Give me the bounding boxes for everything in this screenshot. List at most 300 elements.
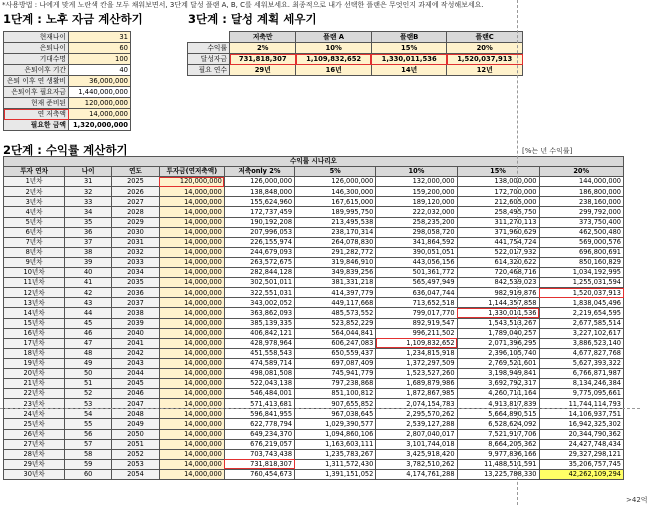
year-cell[interactable]: 20년차 bbox=[4, 368, 65, 378]
value-cell[interactable]: 36 bbox=[65, 227, 112, 237]
value-cell[interactable]: 982,919,876 bbox=[457, 288, 539, 298]
value-cell[interactable]: 39 bbox=[65, 257, 112, 267]
value-cell[interactable]: 14,000,000 bbox=[159, 318, 224, 328]
value-cell[interactable]: 3,425,918,420 bbox=[376, 449, 457, 459]
year-cell[interactable]: 17년차 bbox=[4, 338, 65, 348]
value-cell[interactable]: 428,978,964 bbox=[224, 338, 294, 348]
value-cell[interactable]: 2031 bbox=[112, 237, 160, 247]
year-cell[interactable]: 3년차 bbox=[4, 197, 65, 207]
value-cell[interactable]: 47 bbox=[65, 338, 112, 348]
value-cell[interactable]: 54 bbox=[65, 409, 112, 419]
value-cell[interactable]: 146,300,000 bbox=[295, 187, 376, 197]
value-cell[interactable]: 2039 bbox=[112, 318, 160, 328]
label-cell[interactable]: 현재 준비된 bbox=[4, 98, 69, 109]
value-cell[interactable]: 2038 bbox=[112, 308, 160, 318]
value-cell[interactable]: 37 bbox=[65, 237, 112, 247]
value-cell[interactable]: 58 bbox=[65, 449, 112, 459]
value-cell[interactable]: 850,160,829 bbox=[539, 257, 624, 267]
year-cell[interactable]: 24년차 bbox=[4, 409, 65, 419]
value-cell[interactable]: 14,000,000 bbox=[159, 399, 224, 409]
value-cell[interactable]: 60 bbox=[69, 43, 131, 54]
value-cell[interactable]: 676,219,057 bbox=[224, 439, 294, 449]
year-cell[interactable]: 4년차 bbox=[4, 207, 65, 217]
plan-value-cell[interactable]: 731,818,307 bbox=[230, 54, 296, 65]
year-cell[interactable]: 8년차 bbox=[4, 247, 65, 257]
value-cell[interactable]: 222,032,000 bbox=[376, 207, 457, 217]
value-cell[interactable]: 14,000,000 bbox=[159, 247, 224, 257]
year-cell[interactable]: 25년차 bbox=[4, 419, 65, 429]
value-cell[interactable]: 14,000,000 bbox=[159, 338, 224, 348]
value-cell[interactable]: 649,234,370 bbox=[224, 429, 294, 439]
value-cell[interactable]: 2036 bbox=[112, 288, 160, 298]
value-cell[interactable]: 474,589,714 bbox=[224, 358, 294, 368]
value-cell[interactable]: 2048 bbox=[112, 409, 160, 419]
plan-value-cell[interactable]: 16년 bbox=[296, 65, 372, 76]
value-cell[interactable]: 1,320,000,000 bbox=[69, 120, 131, 131]
value-cell[interactable]: 14,000,000 bbox=[159, 187, 224, 197]
value-cell[interactable]: 138,000,000 bbox=[457, 177, 539, 187]
value-cell[interactable]: 4,677,827,768 bbox=[539, 348, 624, 358]
value-cell[interactable]: 258,495,750 bbox=[457, 207, 539, 217]
plan-value-cell[interactable]: 1,109,832,652 bbox=[296, 54, 372, 65]
value-cell[interactable]: 50 bbox=[65, 368, 112, 378]
value-cell[interactable]: 238,170,314 bbox=[295, 227, 376, 237]
value-cell[interactable]: 5,664,890,515 bbox=[457, 409, 539, 419]
value-cell[interactable]: 120,000,000 bbox=[159, 177, 224, 187]
value-cell[interactable]: 35,206,757,745 bbox=[539, 459, 624, 469]
year-cell[interactable]: 7년차 bbox=[4, 237, 65, 247]
value-cell[interactable]: 1,109,832,652 bbox=[376, 338, 457, 348]
value-cell[interactable]: 14,000,000 bbox=[159, 348, 224, 358]
value-cell[interactable]: 11,488,511,591 bbox=[457, 459, 539, 469]
value-cell[interactable]: 371,960,629 bbox=[457, 227, 539, 237]
value-cell[interactable]: 16,942,325,302 bbox=[539, 419, 624, 429]
value-cell[interactable]: 138,848,000 bbox=[224, 187, 294, 197]
value-cell[interactable]: 2027 bbox=[112, 197, 160, 207]
year-cell[interactable]: 9년차 bbox=[4, 257, 65, 267]
value-cell[interactable]: 14,000,000 bbox=[159, 288, 224, 298]
label-cell[interactable]: 기대수명 bbox=[4, 54, 69, 65]
value-cell[interactable]: 1,372,297,509 bbox=[376, 358, 457, 368]
value-cell[interactable]: 1,789,040,257 bbox=[457, 328, 539, 338]
value-cell[interactable]: 126,000,000 bbox=[224, 177, 294, 187]
value-cell[interactable]: 14,000,000 bbox=[159, 379, 224, 389]
year-cell[interactable]: 18년차 bbox=[4, 348, 65, 358]
value-cell[interactable]: 14,000,000 bbox=[159, 237, 224, 247]
value-cell[interactable]: 760,454,673 bbox=[224, 469, 294, 479]
value-cell[interactable]: 45 bbox=[65, 318, 112, 328]
value-cell[interactable]: 14,000,000 bbox=[159, 449, 224, 459]
value-cell[interactable]: 2026 bbox=[112, 187, 160, 197]
value-cell[interactable]: 406,842,121 bbox=[224, 328, 294, 338]
label-cell[interactable]: 은퇴이후 기간 bbox=[4, 65, 69, 76]
value-cell[interactable]: 697,087,409 bbox=[295, 358, 376, 368]
value-cell[interactable]: 2053 bbox=[112, 459, 160, 469]
value-cell[interactable]: 53 bbox=[65, 399, 112, 409]
value-cell[interactable]: 5,627,393,322 bbox=[539, 358, 624, 368]
year-cell[interactable]: 22년차 bbox=[4, 389, 65, 399]
value-cell[interactable]: 38 bbox=[65, 247, 112, 257]
year-cell[interactable]: 14년차 bbox=[4, 308, 65, 318]
value-cell[interactable]: 1,440,000,000 bbox=[69, 87, 131, 98]
label-cell[interactable]: 필요 연수 bbox=[188, 65, 230, 76]
value-cell[interactable]: 1,520,037,913 bbox=[539, 288, 624, 298]
value-cell[interactable]: 14,000,000 bbox=[159, 257, 224, 267]
value-cell[interactable]: 414,397,779 bbox=[295, 288, 376, 298]
year-cell[interactable]: 1년차 bbox=[4, 177, 65, 187]
plan-value-cell[interactable]: 1,520,037,913 bbox=[447, 54, 523, 65]
value-cell[interactable]: 2,677,585,514 bbox=[539, 318, 624, 328]
value-cell[interactable]: 322,551,031 bbox=[224, 288, 294, 298]
year-cell[interactable]: 29년차 bbox=[4, 459, 65, 469]
value-cell[interactable]: 546,484,001 bbox=[224, 389, 294, 399]
value-cell[interactable]: 373,750,400 bbox=[539, 217, 624, 227]
value-cell[interactable]: 381,331,218 bbox=[295, 278, 376, 288]
value-cell[interactable]: 1,144,357,858 bbox=[457, 298, 539, 308]
value-cell[interactable]: 14,000,000 bbox=[159, 207, 224, 217]
year-cell[interactable]: 19년차 bbox=[4, 358, 65, 368]
value-cell[interactable]: 799,017,770 bbox=[376, 308, 457, 318]
value-cell[interactable]: 14,000,000 bbox=[159, 298, 224, 308]
value-cell[interactable]: 258,235,200 bbox=[376, 217, 457, 227]
value-cell[interactable]: 892,919,547 bbox=[376, 318, 457, 328]
plan-value-cell[interactable]: 10% bbox=[296, 43, 372, 54]
value-cell[interactable]: 745,941,779 bbox=[295, 368, 376, 378]
value-cell[interactable]: 3,227,102,617 bbox=[539, 328, 624, 338]
value-cell[interactable]: 14,000,000 bbox=[69, 109, 131, 120]
value-cell[interactable]: 13,225,788,330 bbox=[457, 469, 539, 479]
value-cell[interactable]: 851,100,812 bbox=[295, 389, 376, 399]
value-cell[interactable]: 3,782,510,262 bbox=[376, 459, 457, 469]
plan-value-cell[interactable]: 20% bbox=[447, 43, 523, 54]
value-cell[interactable]: 571,413,681 bbox=[224, 399, 294, 409]
value-cell[interactable]: 967,038,645 bbox=[295, 409, 376, 419]
value-cell[interactable]: 1,330,011,536 bbox=[457, 308, 539, 318]
year-cell[interactable]: 30년차 bbox=[4, 469, 65, 479]
value-cell[interactable]: 144,000,000 bbox=[539, 177, 624, 187]
value-cell[interactable]: 451,558,543 bbox=[224, 348, 294, 358]
label-cell[interactable]: 연 저축액 bbox=[4, 109, 69, 120]
value-cell[interactable]: 311,270,113 bbox=[457, 217, 539, 227]
value-cell[interactable]: 3,692,792,317 bbox=[457, 379, 539, 389]
value-cell[interactable]: 3,886,523,140 bbox=[539, 338, 624, 348]
value-cell[interactable]: 167,615,000 bbox=[295, 197, 376, 207]
value-cell[interactable]: 564,044,841 bbox=[295, 328, 376, 338]
value-cell[interactable]: 186,800,000 bbox=[539, 187, 624, 197]
value-cell[interactable]: 622,778,794 bbox=[224, 419, 294, 429]
value-cell[interactable]: 48 bbox=[65, 348, 112, 358]
value-cell[interactable]: 172,700,000 bbox=[457, 187, 539, 197]
value-cell[interactable]: 100 bbox=[69, 54, 131, 65]
value-cell[interactable]: 485,573,552 bbox=[295, 308, 376, 318]
value-cell[interactable]: 2037 bbox=[112, 298, 160, 308]
value-cell[interactable]: 9,977,836,166 bbox=[457, 449, 539, 459]
value-cell[interactable]: 2,219,654,595 bbox=[539, 308, 624, 318]
value-cell[interactable]: 2045 bbox=[112, 379, 160, 389]
value-cell[interactable]: 523,852,229 bbox=[295, 318, 376, 328]
value-cell[interactable]: 6,528,624,092 bbox=[457, 419, 539, 429]
value-cell[interactable]: 159,200,000 bbox=[376, 187, 457, 197]
value-cell[interactable]: 2030 bbox=[112, 227, 160, 237]
value-cell[interactable]: 2,295,570,262 bbox=[376, 409, 457, 419]
value-cell[interactable]: 56 bbox=[65, 429, 112, 439]
year-cell[interactable]: 5년차 bbox=[4, 217, 65, 227]
value-cell[interactable]: 14,000,000 bbox=[159, 268, 224, 278]
value-cell[interactable]: 3,101,744,018 bbox=[376, 439, 457, 449]
value-cell[interactable]: 14,000,000 bbox=[159, 409, 224, 419]
value-cell[interactable]: 614,320,622 bbox=[457, 257, 539, 267]
value-cell[interactable]: 14,000,000 bbox=[159, 469, 224, 479]
value-cell[interactable]: 155,624,960 bbox=[224, 197, 294, 207]
label-cell[interactable]: 수익률 bbox=[188, 43, 230, 54]
value-cell[interactable]: 703,743,438 bbox=[224, 449, 294, 459]
value-cell[interactable]: 2,539,127,288 bbox=[376, 419, 457, 429]
value-cell[interactable]: 189,995,750 bbox=[295, 207, 376, 217]
value-cell[interactable]: 390,051,051 bbox=[376, 247, 457, 257]
value-cell[interactable]: 1,235,783,267 bbox=[295, 449, 376, 459]
value-cell[interactable]: 2051 bbox=[112, 439, 160, 449]
value-cell[interactable]: 14,000,000 bbox=[159, 278, 224, 288]
value-cell[interactable]: 14,000,000 bbox=[159, 217, 224, 227]
value-cell[interactable]: 244,679,093 bbox=[224, 247, 294, 257]
value-cell[interactable]: 52 bbox=[65, 389, 112, 399]
value-cell[interactable]: 462,500,480 bbox=[539, 227, 624, 237]
value-cell[interactable]: 907,655,852 bbox=[295, 399, 376, 409]
value-cell[interactable]: 2043 bbox=[112, 358, 160, 368]
value-cell[interactable]: 132,000,000 bbox=[376, 177, 457, 187]
value-cell[interactable]: 2,807,040,017 bbox=[376, 429, 457, 439]
value-cell[interactable]: 1,094,860,106 bbox=[295, 429, 376, 439]
label-cell[interactable]: 은퇴 이후 연 생활비 bbox=[4, 76, 69, 87]
value-cell[interactable]: 43 bbox=[65, 298, 112, 308]
value-cell[interactable]: 565,497,949 bbox=[376, 278, 457, 288]
value-cell[interactable]: 226,155,974 bbox=[224, 237, 294, 247]
value-cell[interactable]: 9,775,095,661 bbox=[539, 389, 624, 399]
value-cell[interactable]: 14,000,000 bbox=[159, 419, 224, 429]
value-cell[interactable]: 713,652,518 bbox=[376, 298, 457, 308]
value-cell[interactable]: 650,559,437 bbox=[295, 348, 376, 358]
value-cell[interactable]: 1,689,879,986 bbox=[376, 379, 457, 389]
value-cell[interactable]: 2029 bbox=[112, 217, 160, 227]
value-cell[interactable]: 385,139,335 bbox=[224, 318, 294, 328]
value-cell[interactable]: 2035 bbox=[112, 278, 160, 288]
value-cell[interactable]: 126,000,000 bbox=[295, 177, 376, 187]
value-cell[interactable]: 343,002,052 bbox=[224, 298, 294, 308]
value-cell[interactable]: 44 bbox=[65, 308, 112, 318]
value-cell[interactable]: 190,192,208 bbox=[224, 217, 294, 227]
value-cell[interactable]: 238,160,000 bbox=[539, 197, 624, 207]
value-cell[interactable]: 2,396,105,740 bbox=[457, 348, 539, 358]
value-cell[interactable]: 2050 bbox=[112, 429, 160, 439]
value-cell[interactable]: 1,163,603,111 bbox=[295, 439, 376, 449]
value-cell[interactable]: 2052 bbox=[112, 449, 160, 459]
value-cell[interactable]: 498,081,508 bbox=[224, 368, 294, 378]
value-cell[interactable]: 596,841,955 bbox=[224, 409, 294, 419]
value-cell[interactable]: 2040 bbox=[112, 328, 160, 338]
plan-value-cell[interactable]: 15% bbox=[371, 43, 447, 54]
value-cell[interactable]: 46 bbox=[65, 328, 112, 338]
value-cell[interactable]: 299,792,000 bbox=[539, 207, 624, 217]
value-cell[interactable]: 32 bbox=[65, 187, 112, 197]
label-cell[interactable]: 달성자금 bbox=[188, 54, 230, 65]
value-cell[interactable]: 41 bbox=[65, 278, 112, 288]
value-cell[interactable]: 14,000,000 bbox=[159, 358, 224, 368]
value-cell[interactable]: 57 bbox=[65, 439, 112, 449]
value-cell[interactable]: 172,737,459 bbox=[224, 207, 294, 217]
value-cell[interactable]: 120,000,000 bbox=[69, 98, 131, 109]
plan-value-cell[interactable]: 29년 bbox=[230, 65, 296, 76]
value-cell[interactable]: 996,211,502 bbox=[376, 328, 457, 338]
value-cell[interactable]: 2025 bbox=[112, 177, 160, 187]
value-cell[interactable]: 207,996,053 bbox=[224, 227, 294, 237]
value-cell[interactable]: 14,000,000 bbox=[159, 429, 224, 439]
value-cell[interactable]: 1,034,192,995 bbox=[539, 268, 624, 278]
value-cell[interactable]: 2047 bbox=[112, 399, 160, 409]
value-cell[interactable]: 31 bbox=[69, 32, 131, 43]
value-cell[interactable]: 49 bbox=[65, 358, 112, 368]
value-cell[interactable]: 2,071,396,295 bbox=[457, 338, 539, 348]
value-cell[interactable]: 1,543,513,267 bbox=[457, 318, 539, 328]
value-cell[interactable]: 2054 bbox=[112, 469, 160, 479]
value-cell[interactable]: 441,754,724 bbox=[457, 237, 539, 247]
value-cell[interactable]: 2,769,521,601 bbox=[457, 358, 539, 368]
year-cell[interactable]: 27년차 bbox=[4, 439, 65, 449]
plan-value-cell[interactable]: 2% bbox=[230, 43, 296, 54]
year-cell[interactable]: 28년차 bbox=[4, 449, 65, 459]
value-cell[interactable]: 291,282,772 bbox=[295, 247, 376, 257]
value-cell[interactable]: 14,000,000 bbox=[159, 439, 224, 449]
value-cell[interactable]: 363,862,093 bbox=[224, 308, 294, 318]
label-cell[interactable]: 필요한 금액 bbox=[4, 120, 69, 131]
year-cell[interactable]: 12년차 bbox=[4, 288, 65, 298]
plan-value-cell[interactable]: 12년 bbox=[447, 65, 523, 76]
value-cell[interactable]: 42,262,109,294 bbox=[539, 469, 624, 479]
value-cell[interactable]: 14,000,000 bbox=[159, 368, 224, 378]
value-cell[interactable]: 522,017,932 bbox=[457, 247, 539, 257]
year-cell[interactable]: 10년차 bbox=[4, 268, 65, 278]
value-cell[interactable]: 1,311,572,430 bbox=[295, 459, 376, 469]
value-cell[interactable]: 569,000,576 bbox=[539, 237, 624, 247]
year-cell[interactable]: 26년차 bbox=[4, 429, 65, 439]
value-cell[interactable]: 1,523,527,260 bbox=[376, 368, 457, 378]
value-cell[interactable]: 4,913,817,839 bbox=[457, 399, 539, 409]
year-cell[interactable]: 21년차 bbox=[4, 379, 65, 389]
value-cell[interactable]: 8,134,246,384 bbox=[539, 379, 624, 389]
label-cell[interactable]: 은퇴이후 필요자금 bbox=[4, 87, 69, 98]
value-cell[interactable]: 606,247,083 bbox=[295, 338, 376, 348]
value-cell[interactable]: 501,361,772 bbox=[376, 268, 457, 278]
value-cell[interactable]: 302,501,011 bbox=[224, 278, 294, 288]
label-cell[interactable]: 현재나이 bbox=[4, 32, 69, 43]
year-cell[interactable]: 16년차 bbox=[4, 328, 65, 338]
value-cell[interactable]: 797,238,868 bbox=[295, 379, 376, 389]
plan-value-cell[interactable]: 14년 bbox=[371, 65, 447, 76]
value-cell[interactable]: 29,327,298,121 bbox=[539, 449, 624, 459]
value-cell[interactable]: 33 bbox=[65, 197, 112, 207]
value-cell[interactable]: 8,664,205,362 bbox=[457, 439, 539, 449]
value-cell[interactable]: 14,000,000 bbox=[159, 328, 224, 338]
value-cell[interactable]: 731,818,307 bbox=[224, 459, 294, 469]
value-cell[interactable]: 443,056,156 bbox=[376, 257, 457, 267]
value-cell[interactable]: 2049 bbox=[112, 419, 160, 429]
value-cell[interactable]: 1,872,867,985 bbox=[376, 389, 457, 399]
year-cell[interactable]: 15년차 bbox=[4, 318, 65, 328]
value-cell[interactable]: 2034 bbox=[112, 268, 160, 278]
value-cell[interactable]: 35 bbox=[65, 217, 112, 227]
value-cell[interactable]: 34 bbox=[65, 207, 112, 217]
value-cell[interactable]: 842,539,023 bbox=[457, 278, 539, 288]
value-cell[interactable]: 31 bbox=[65, 177, 112, 187]
value-cell[interactable]: 40 bbox=[69, 65, 131, 76]
value-cell[interactable]: 36,000,000 bbox=[69, 76, 131, 87]
value-cell[interactable]: 11,744,114,793 bbox=[539, 399, 624, 409]
value-cell[interactable]: 3,198,949,841 bbox=[457, 368, 539, 378]
value-cell[interactable]: 6,766,871,987 bbox=[539, 368, 624, 378]
value-cell[interactable]: 14,000,000 bbox=[159, 308, 224, 318]
value-cell[interactable]: 298,058,720 bbox=[376, 227, 457, 237]
value-cell[interactable]: 4,174,761,288 bbox=[376, 469, 457, 479]
value-cell[interactable]: 2,074,154,783 bbox=[376, 399, 457, 409]
value-cell[interactable]: 213,495,538 bbox=[295, 217, 376, 227]
value-cell[interactable]: 14,106,937,751 bbox=[539, 409, 624, 419]
value-cell[interactable]: 449,117,668 bbox=[295, 298, 376, 308]
year-cell[interactable]: 6년차 bbox=[4, 227, 65, 237]
value-cell[interactable]: 263,572,675 bbox=[224, 257, 294, 267]
value-cell[interactable]: 2033 bbox=[112, 257, 160, 267]
value-cell[interactable]: 60 bbox=[65, 469, 112, 479]
value-cell[interactable]: 2041 bbox=[112, 338, 160, 348]
value-cell[interactable]: 2042 bbox=[112, 348, 160, 358]
value-cell[interactable]: 522,043,138 bbox=[224, 379, 294, 389]
value-cell[interactable]: 341,864,592 bbox=[376, 237, 457, 247]
value-cell[interactable]: 349,839,256 bbox=[295, 268, 376, 278]
value-cell[interactable]: 55 bbox=[65, 419, 112, 429]
value-cell[interactable]: 51 bbox=[65, 379, 112, 389]
value-cell[interactable]: 20,344,790,362 bbox=[539, 429, 624, 439]
value-cell[interactable]: 720,468,716 bbox=[457, 268, 539, 278]
value-cell[interactable]: 2046 bbox=[112, 389, 160, 399]
label-cell[interactable]: 은퇴나이 bbox=[4, 43, 69, 54]
value-cell[interactable]: 636,047,744 bbox=[376, 288, 457, 298]
value-cell[interactable]: 264,078,830 bbox=[295, 237, 376, 247]
value-cell[interactable]: 14,000,000 bbox=[159, 389, 224, 399]
value-cell[interactable]: 319,846,910 bbox=[295, 257, 376, 267]
plan-value-cell[interactable]: 1,330,011,536 bbox=[371, 54, 447, 65]
value-cell[interactable]: 59 bbox=[65, 459, 112, 469]
value-cell[interactable]: 40 bbox=[65, 268, 112, 278]
value-cell[interactable]: 696,800,691 bbox=[539, 247, 624, 257]
year-cell[interactable]: 13년차 bbox=[4, 298, 65, 308]
value-cell[interactable]: 42 bbox=[65, 288, 112, 298]
value-cell[interactable]: 24,427,748,434 bbox=[539, 439, 624, 449]
value-cell[interactable]: 1,029,390,577 bbox=[295, 419, 376, 429]
value-cell[interactable]: 14,000,000 bbox=[159, 227, 224, 237]
year-cell[interactable]: 2년차 bbox=[4, 187, 65, 197]
value-cell[interactable]: 2044 bbox=[112, 368, 160, 378]
value-cell[interactable]: 282,844,128 bbox=[224, 268, 294, 278]
value-cell[interactable]: 14,000,000 bbox=[159, 459, 224, 469]
value-cell[interactable]: 7,521,917,706 bbox=[457, 429, 539, 439]
value-cell[interactable]: 189,120,000 bbox=[376, 197, 457, 207]
year-cell[interactable]: 23년차 bbox=[4, 399, 65, 409]
value-cell[interactable]: 2032 bbox=[112, 247, 160, 257]
value-cell[interactable]: 1,391,151,052 bbox=[295, 469, 376, 479]
value-cell[interactable]: 1,838,045,496 bbox=[539, 298, 624, 308]
value-cell[interactable]: 14,000,000 bbox=[159, 197, 224, 207]
value-cell[interactable]: 4,260,711,164 bbox=[457, 389, 539, 399]
value-cell[interactable]: 1,255,031,594 bbox=[539, 278, 624, 288]
value-cell[interactable]: 1,234,815,918 bbox=[376, 348, 457, 358]
